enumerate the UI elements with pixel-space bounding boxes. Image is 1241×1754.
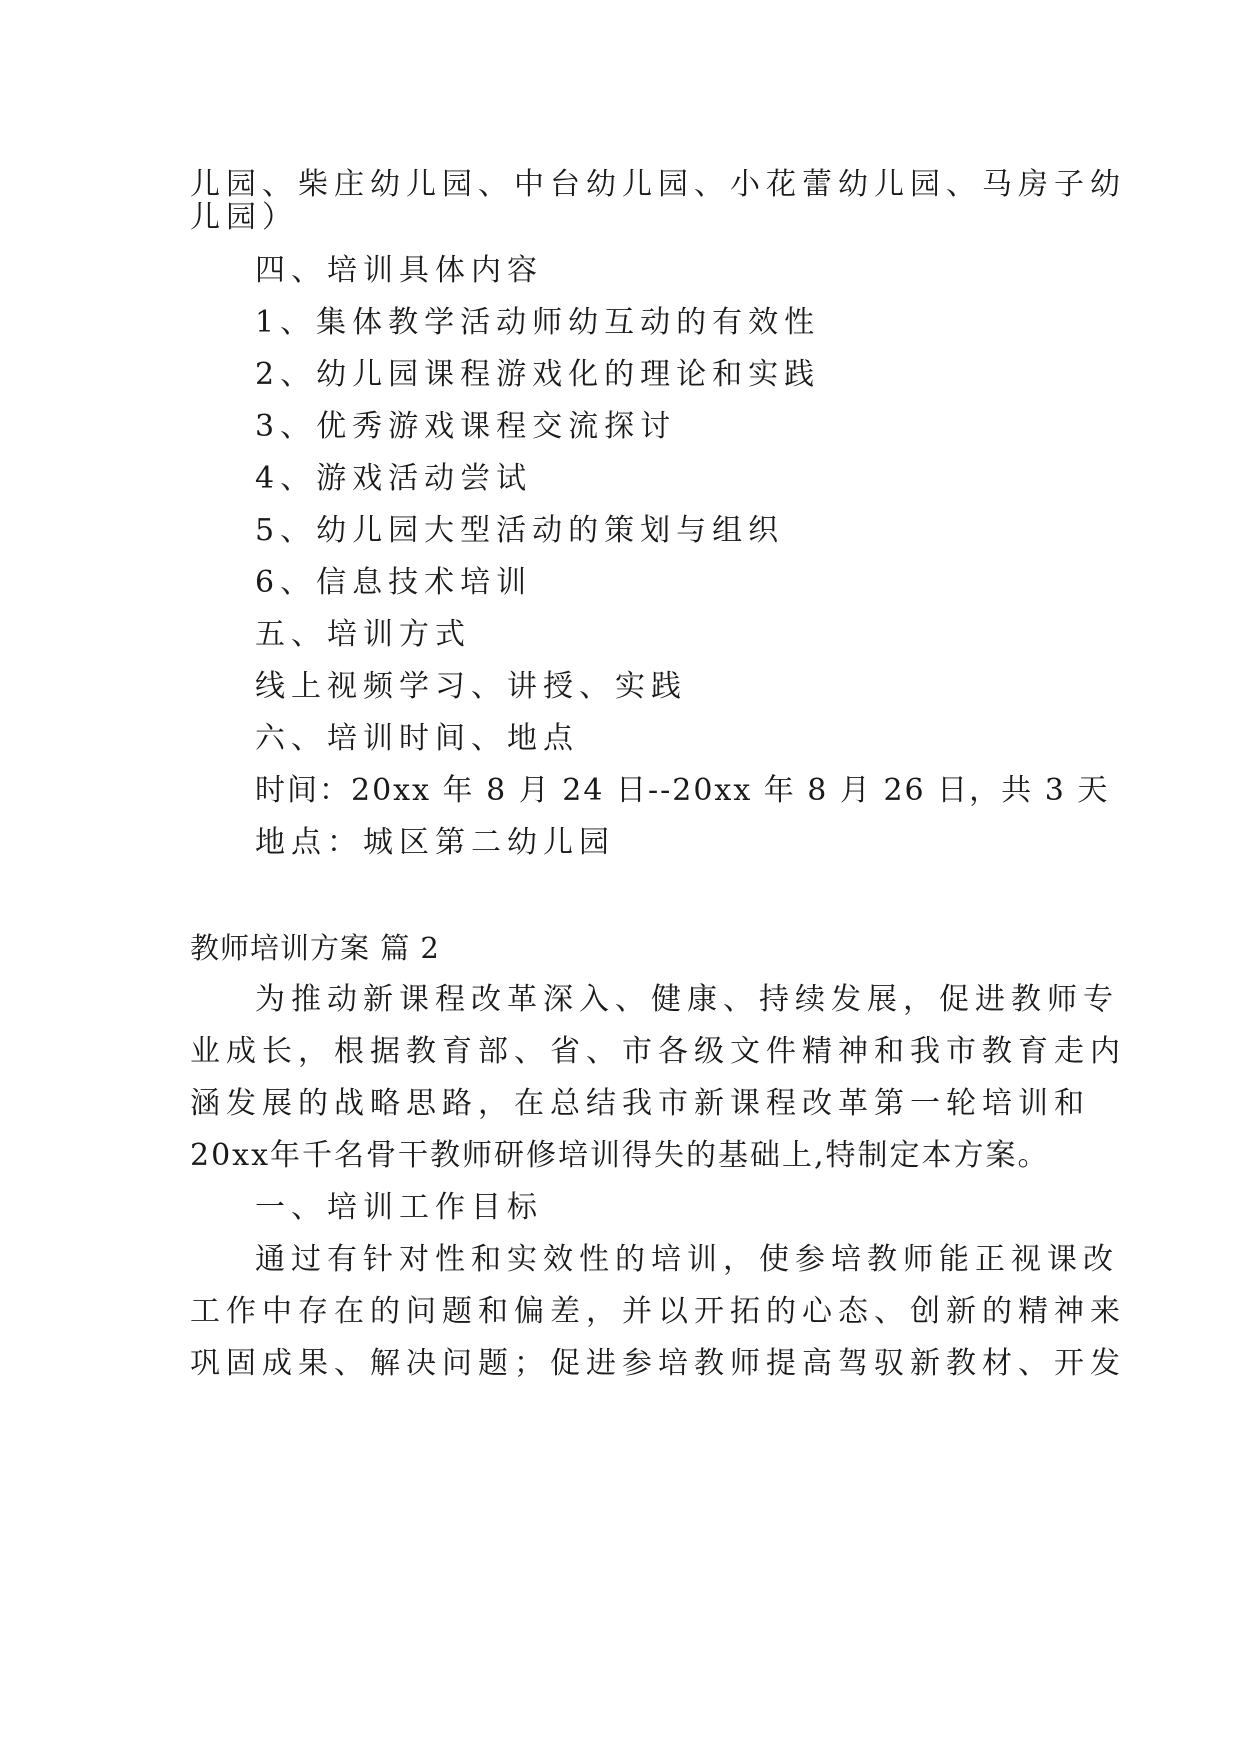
section-4-item-1: 1、集体教学活动师幼互动的有效性 [255, 305, 821, 340]
section-5-text: 线上视频学习、讲授、实践 [255, 669, 687, 704]
part-2-intro-line-4: 20xx年千名骨干教师研修培训得失的基础上,特制定本方案。 [190, 1138, 1050, 1173]
section-6-time: 时间：20xx 年 8 月 24 日--20xx 年 8 月 26 日，共 3 天 [255, 773, 1110, 808]
section-4-item-5: 5、幼儿园大型活动的策划与组织 [255, 513, 785, 548]
part-2-intro-line-3: 涵发展的战略思路，在总结我市新课程改革第一轮培训和 [190, 1086, 1090, 1121]
part-2-intro-line-2: 业成长，根据教育部、省、市各级文件精神和我市教育走内 [190, 1034, 1126, 1069]
part-2-section-1-line-1: 通过有针对性和实效性的培训，使参培教师能正视课改 [255, 1242, 1119, 1277]
section-6-title: 六、培训时间、地点 [255, 721, 579, 756]
part-2-heading: 教师培训方案 篇 2 [190, 931, 440, 965]
section-4-title: 四、培训具体内容 [255, 253, 543, 288]
part-2-section-1-line-3: 巩固成果、解决问题；促进参培教师提高驾驭新教材、开发 [190, 1346, 1126, 1381]
section-4-item-2: 2、幼儿园课程游戏化的理论和实践 [255, 357, 821, 392]
continuation-line-2: 儿园） [190, 200, 298, 235]
continuation-line-1: 儿园、柴庄幼儿园、中台幼儿园、小花蕾幼儿园、马房子幼 [190, 167, 1126, 202]
section-5-title: 五、培训方式 [255, 617, 471, 652]
part-2-intro-line-1: 为推动新课程改革深入、健康、持续发展，促进教师专 [255, 982, 1119, 1017]
section-4-item-3: 3、优秀游戏课程交流探讨 [255, 409, 677, 444]
part-2-section-1-line-2: 工作中存在的问题和偏差，并以开拓的心态、创新的精神来 [190, 1294, 1126, 1329]
section-6-place: 地点：城区第二幼儿园 [255, 825, 615, 860]
part-2-section-1-title: 一、培训工作目标 [255, 1190, 543, 1225]
section-4-item-4: 4、游戏活动尝试 [255, 461, 533, 496]
section-4-item-6: 6、信息技术培训 [255, 565, 533, 600]
